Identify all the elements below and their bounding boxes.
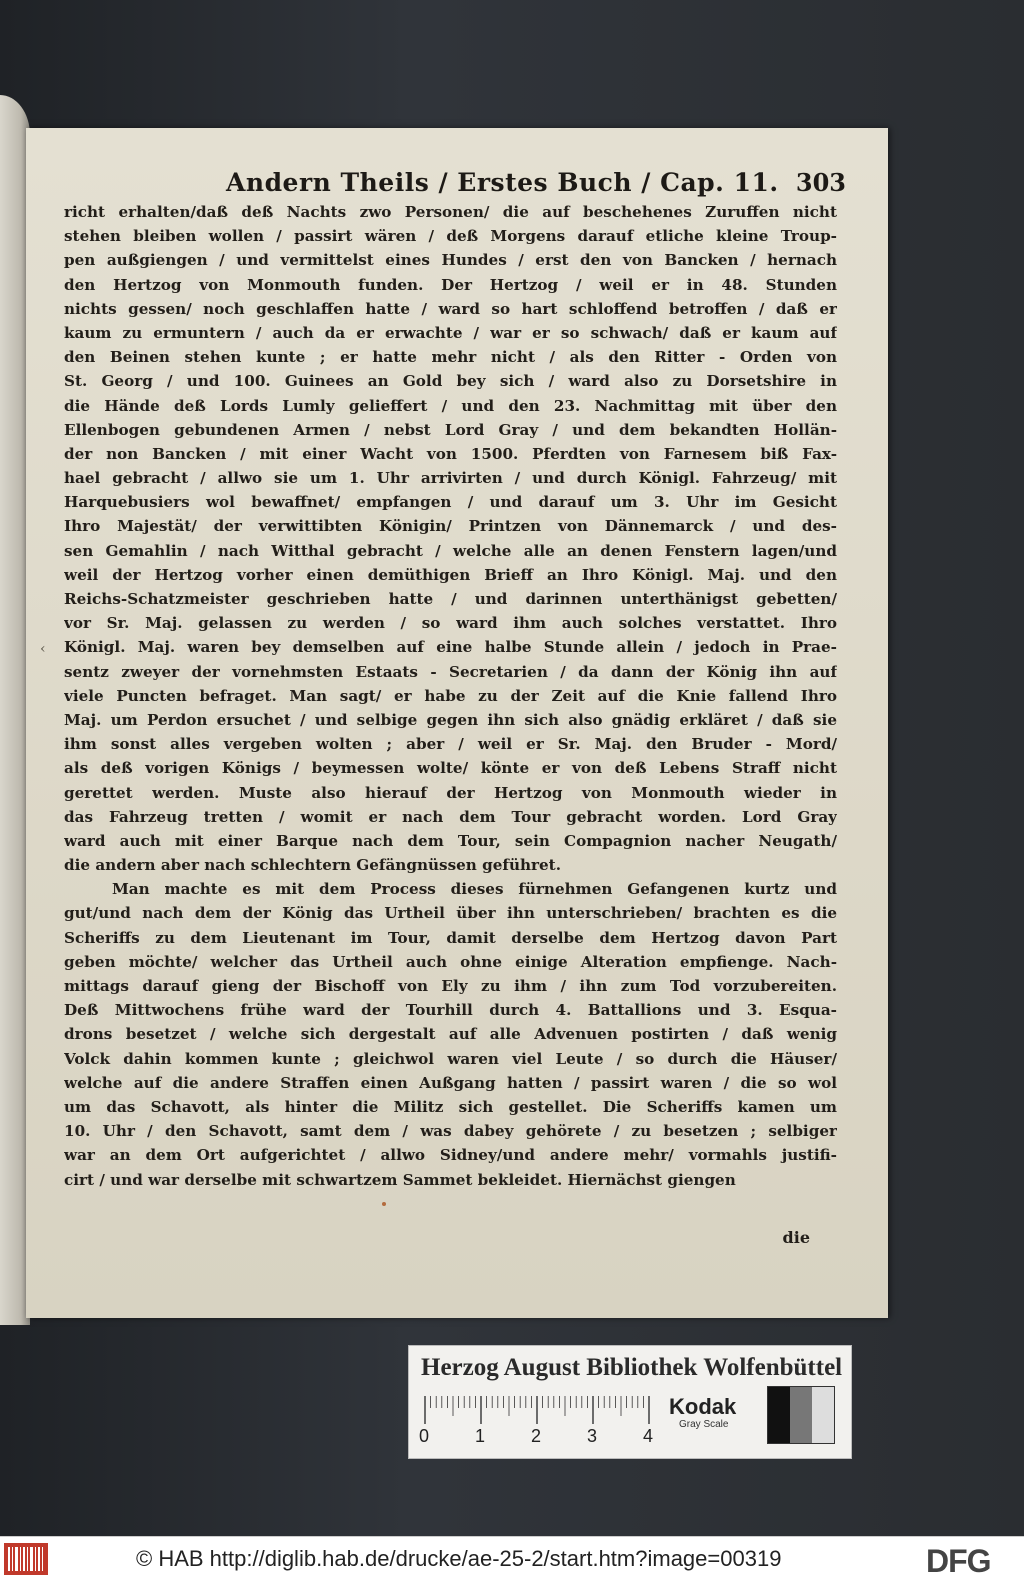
text-line: geben möchte/ welcher das Urtheil auch ohne einige Alteration empfienge. Nach- [64, 952, 837, 971]
text-line: Volck dahin kommen kunte ; gleichwol waren viel Leute / so durch die Häuser/ [64, 1049, 837, 1068]
text-line: drons besetzet / welche sich dergestalt auf alle Advenuen postirten / daß wenig [64, 1025, 837, 1044]
kodak-label: Kodak [669, 1394, 737, 1419]
gray-scale-swatches [767, 1386, 835, 1444]
text-line: pen außgiengen / und vermittelst eines Hundes / erst den von Bancken / hernach [64, 251, 837, 270]
text-line: Man machte es mit dem Process dieses fürnehmen Gefangenen kurtz und [112, 880, 837, 899]
text-line: die Hände deß Lords Lumly gelieffert / und den 23. Nachmittag mit über den [64, 396, 837, 415]
scale-number: 1 [475, 1426, 486, 1446]
text-line: mittags darauf gieng der Bischoff von Ely zu ihm / ihn zum Tod vorzubereiten. [64, 977, 837, 995]
text-line: nichts gessen/ noch geschlaffen hatte / ward so hart schloffend betroffen / daß er [64, 299, 837, 318]
text-line: 10. Uhr / den Schavott, samt dem / was dabey gehörete / zu besetzen ; selbiger [64, 1122, 837, 1141]
text-line: sen Gemahlin / nach Witthal gebracht / welche alle an denen Fenstern lagen/und [64, 541, 837, 560]
body-text [64, 200, 837, 1192]
text-line: Deß Mittwochens frühe ward der Tourhill durch 4. Battallions und 3. Esqua- [64, 1001, 837, 1020]
ink-dot [382, 1202, 386, 1206]
page-number: 303 [795, 168, 846, 197]
text-line: vor Sr. Maj. gelassen zu werden / so ward ihm auch solches verstattet. Ihro [64, 614, 837, 633]
text-line: das Fahrzeug tretten / womit er nach dem Tour gebracht worden. Lord Gray [64, 807, 837, 826]
text-line: Reichs-Schatzmeister geschrieben hatte / und darinnen unterthänigst gebetten/ [64, 590, 837, 608]
text-line: als deß vorigen Königs / beymessen wolte/ könte er von deß Lebens Straff nicht [64, 759, 837, 778]
footer-bar [0, 1536, 1024, 1583]
text-line: ihm sonst alles vergeben wolten ; aber / weil er Sr. Maj. den Bruder - Mord/ [64, 735, 837, 754]
text-line: cirt / und war derselbe mit schwartzem Sammet bekleidet. Hiernächst giengen [64, 1170, 736, 1189]
text-line: gut/und nach dem der König das Urtheil über ihn unterschrieben/ brachten es die [64, 904, 837, 923]
scale-numbers [419, 1426, 669, 1448]
scale-number: 2 [531, 1426, 542, 1446]
text-line: richt erhalten/daß deß Nachts zwo Personen/ die auf beschehenes Zuruffen nicht [64, 203, 837, 221]
text-line: St. Georg / und 100. Guinees an Gold bey sich / ward also zu Dorsetshire in [64, 372, 837, 391]
text-line: Maj. um Perdon ersuchet / und selbige gegen ihn sich also gnädig erkläret / daß sie [64, 710, 837, 729]
dfg-logo: DFG [926, 1543, 991, 1579]
catchword: die [782, 1228, 810, 1247]
footer-url[interactable]: © HAB http://diglib.hab.de/drucke/ae-25-2/start.htm?image=00319 [136, 1546, 782, 1571]
gray-swatch [790, 1387, 812, 1443]
text-line: sentz zweyer der vornehmsten Estaats - Secretarien / da dann der König ihn auf [64, 662, 837, 681]
scale-number: 0 [419, 1426, 430, 1446]
text-line: kaum zu ermuntern / auch da er erwachte / war er so schwach/ daß er kaum auf [64, 323, 837, 342]
gray-swatch [768, 1387, 790, 1443]
text-line: gerettet werden. Muste also hierauf der Hertzog von Monmouth wieder in [64, 783, 837, 802]
text-line: hael gebracht / allwo sie um 1. Uhr arrivirten / und durch Königl. Fahrzeug/ mit [64, 469, 837, 488]
text-line: den Hertzog von Monmouth funden. Der Hertzog / weil er in 48. Stunden [64, 275, 837, 294]
text-line: stehen bleiben wollen / passirt wären / deß Morgens darauf etliche kleine Troup- [64, 227, 837, 246]
page-header [226, 168, 846, 204]
barcode-icon [4, 1543, 48, 1575]
text-line: Ihro Majestät/ der verwittibten Königin/ Printzen von Dännemarck / und des- [64, 517, 837, 536]
text-line: Harquebusiers wol bewaffnet/ empfangen / und darauf um 3. Uhr im Gesicht [64, 493, 837, 512]
text-line: Scheriffs zu dem Lieutenant im Tour, damit derselbe dem Hertzog davon Part [64, 928, 837, 947]
text-line: weil der Hertzog vorher einen demüthigen Brieff an Ihro Königl. Maj. und den [64, 565, 837, 584]
library-color-card [408, 1345, 852, 1459]
text-line: den Beinen stehen kunte ; er hatte mehr nicht / als den Ritter - Orden von [64, 348, 837, 367]
grayscale-label: Gray Scale [679, 1419, 729, 1430]
scale-number: 3 [587, 1426, 598, 1446]
margin-mark: ‹ [40, 641, 46, 657]
text-line: der non Bancken / mit einer Wacht von 1500. Pferdten von Farnesem biß Fax- [64, 444, 837, 463]
scale-number: 4 [643, 1426, 654, 1446]
text-line: ward auch mit einer Barque nach dem Tour, sein Compagnion nacher Neugath/ [64, 831, 837, 850]
text-line: welche auf die andere Straffen einen Außgang hatten / passirt waren / die so wol [64, 1073, 837, 1092]
library-name: Herzog August Bibliothek Wolfenbüttel [421, 1354, 843, 1381]
book-page [26, 128, 888, 1318]
text-line: die andern aber nach schlechtern Gefängnüssen geführet. [64, 856, 561, 875]
running-head: Andern Theils / Erstes Buch / Cap. 11. [226, 168, 779, 197]
gray-swatch [812, 1387, 834, 1443]
text-line: war an dem Ort aufgerichtet / allwo Sidney/und andere mehr/ vormahls justifi- [64, 1146, 837, 1165]
text-line: Königl. Maj. waren bey demselben auf eine halbe Stunde allein / jedoch in Prae- [64, 638, 837, 657]
text-line: Ellenbogen gebundenen Armen / nebst Lord Gray / und dem bekandten Hollän- [64, 420, 837, 439]
text-line: um das Schavott, als hinter die Militz sich gestellet. Die Scheriffs kamen um [64, 1097, 837, 1116]
text-line: viele Puncten befraget. Man sagt/ er habe zu der Zeit auf die Knie fallend Ihro [64, 686, 837, 705]
